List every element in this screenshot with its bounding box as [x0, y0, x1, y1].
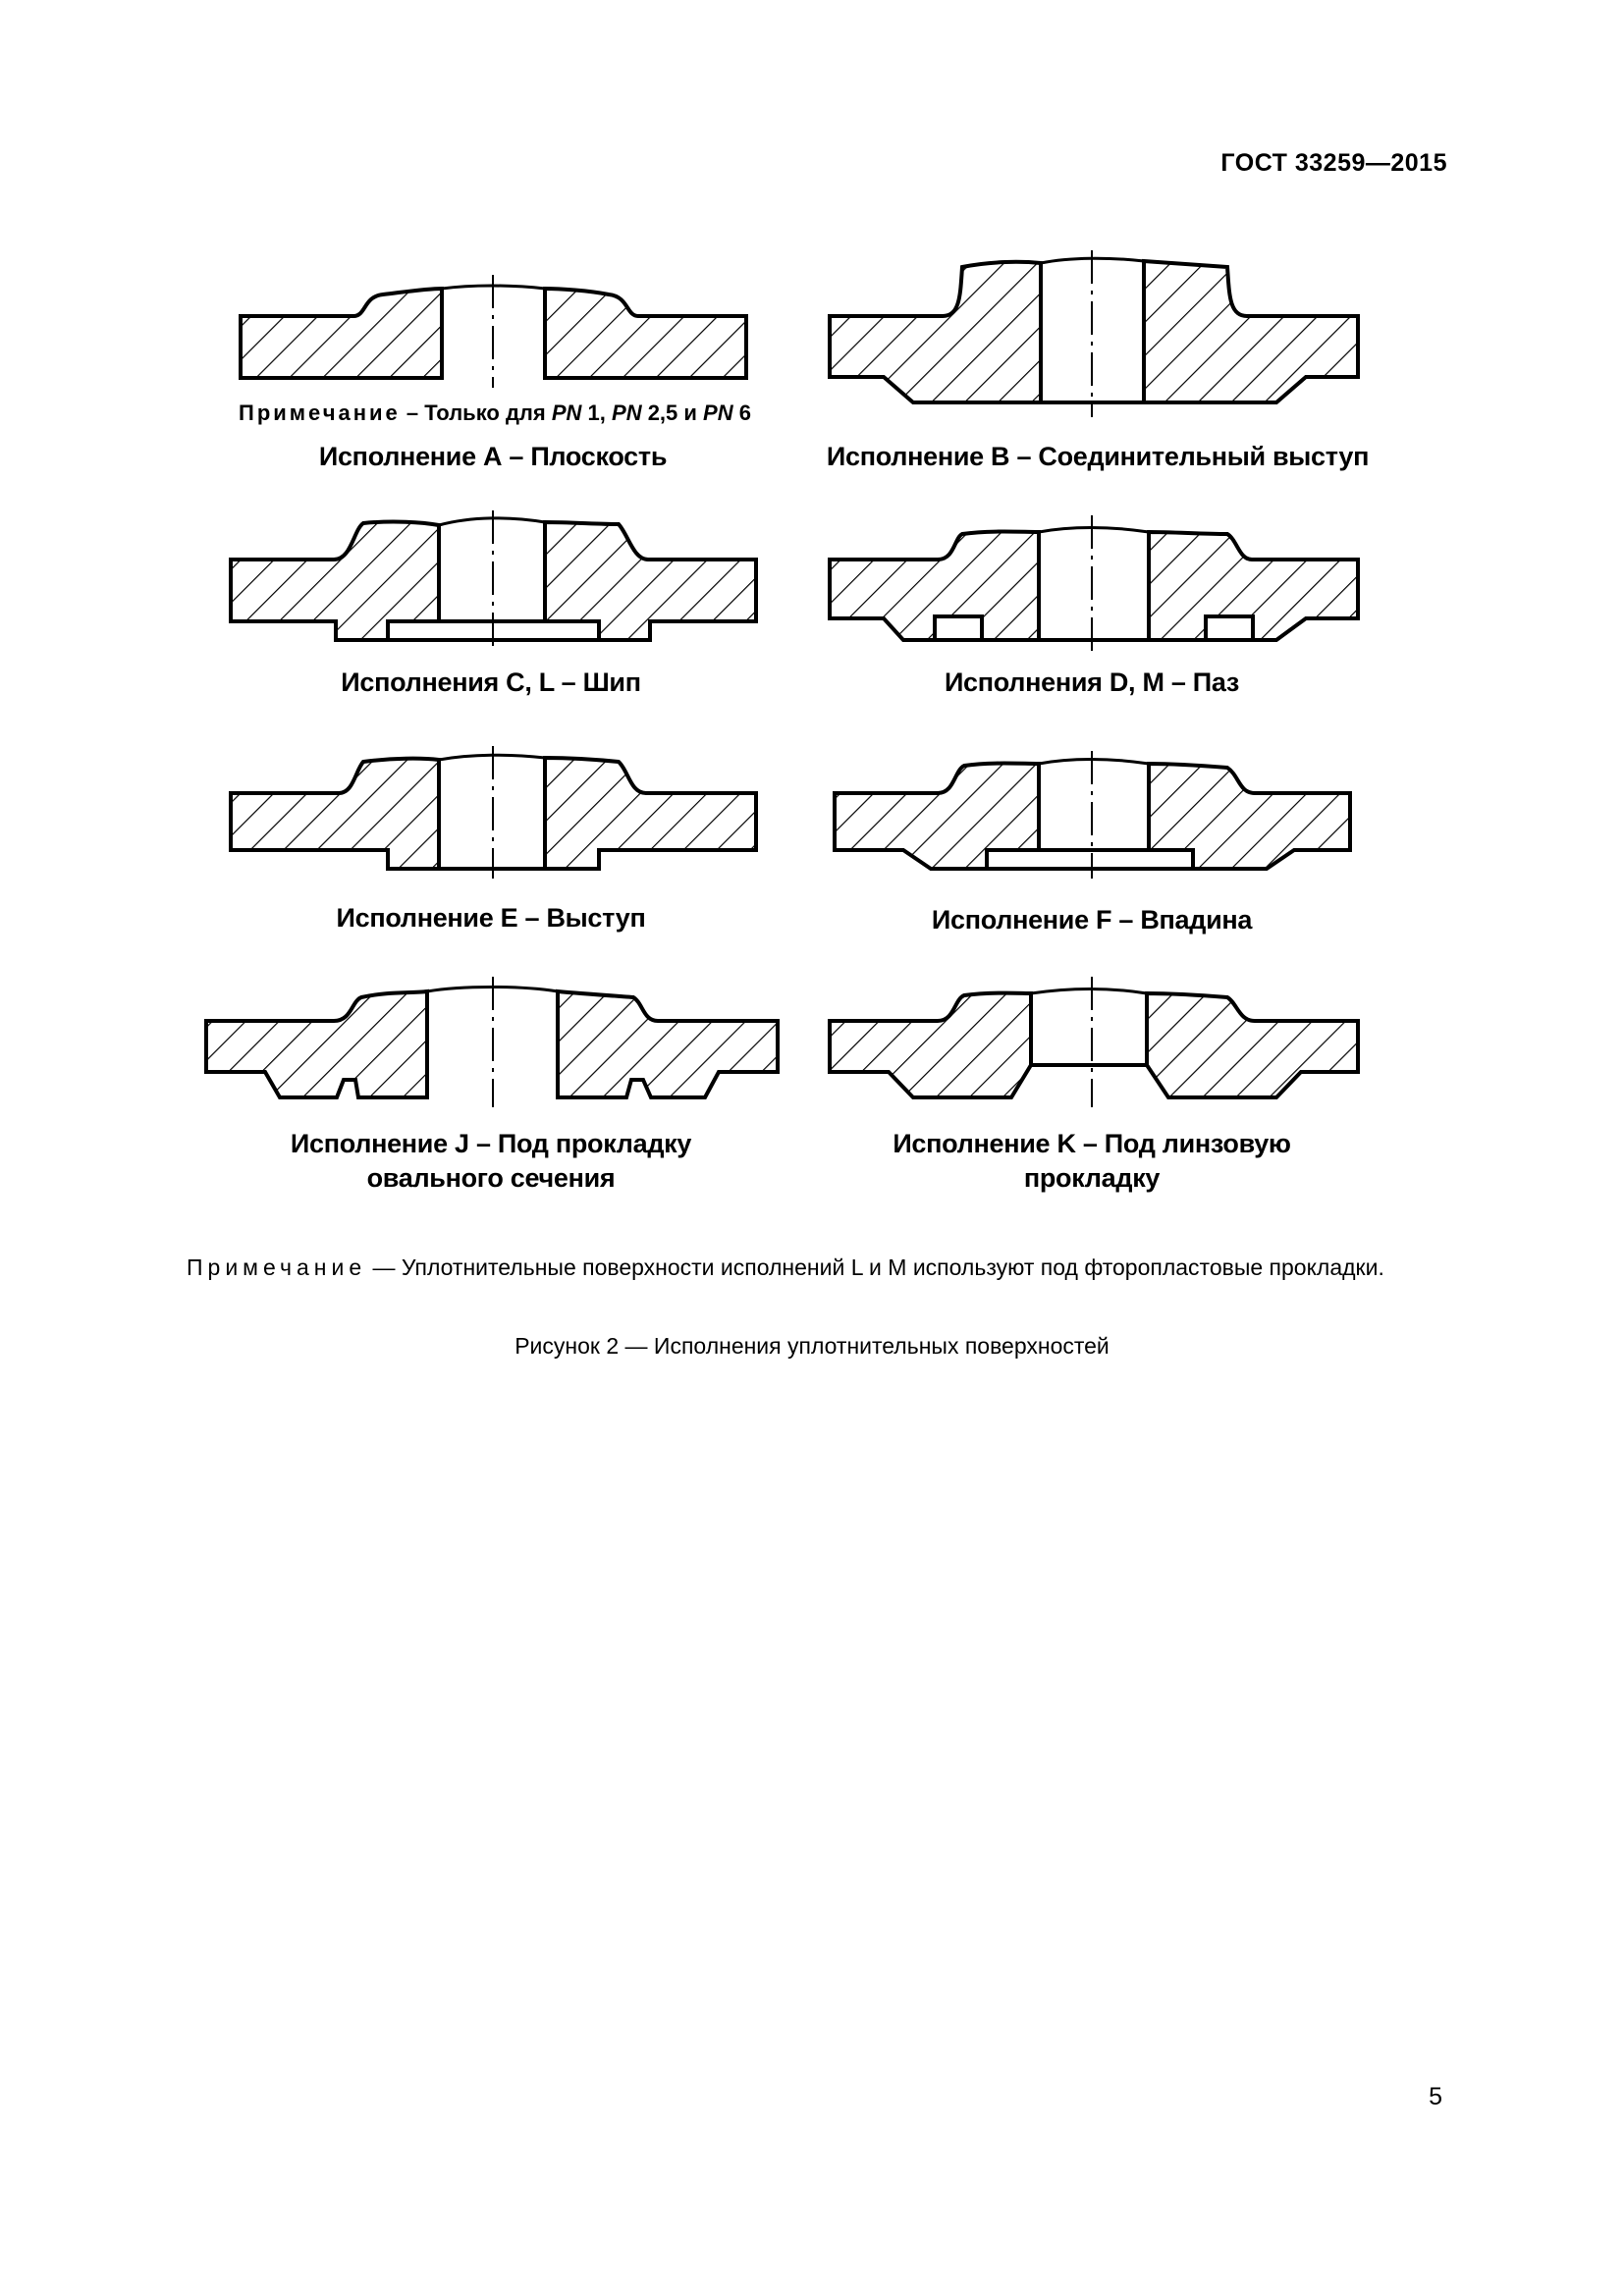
section-d-groove — [830, 532, 1358, 641]
caption-a: Исполнение А – Плоскость — [318, 442, 668, 471]
note-text: — Уплотнительные поверхности исполнений L и М используют под фторопластовые прокладки. — [366, 1255, 1384, 1280]
figure-note-a: Примечание – Только для PN 1, PN 2,5 и PN 6 — [239, 400, 751, 425]
caption-j — [245, 1127, 736, 1196]
caption-f: Исполнение F – Впадина — [931, 905, 1253, 934]
caption-d-m: Исполнения D, М – Паз — [944, 667, 1240, 697]
note-paragraph — [116, 1253, 1437, 1282]
caption-c-l: Исполнения С, L – Шип — [341, 667, 641, 697]
caption-j-line1: Исполнение J – Под прокладку — [290, 1129, 692, 1158]
page-number: 5 — [1429, 2083, 1442, 2110]
caption-k — [846, 1127, 1337, 1196]
caption-j-line2: овального сечения — [366, 1163, 616, 1193]
caption-k-line2: прокладку — [1023, 1163, 1161, 1193]
document-code: ГОСТ 33259—2015 — [1220, 149, 1447, 177]
section-k-lens — [830, 993, 1358, 1098]
caption-b: Исполнение В – Соединительный выступ — [826, 442, 1370, 471]
note-label: Примечание — [187, 1255, 367, 1280]
figure-caption: Рисунок 2 — Исполнения уплотнительных поверхностей — [514, 1333, 1110, 1359]
section-b-raised-face — [830, 261, 1358, 402]
caption-k-line1: Исполнение K – Под линзовую — [893, 1129, 1291, 1158]
caption-e: Исполнение Е – Выступ — [336, 903, 646, 933]
